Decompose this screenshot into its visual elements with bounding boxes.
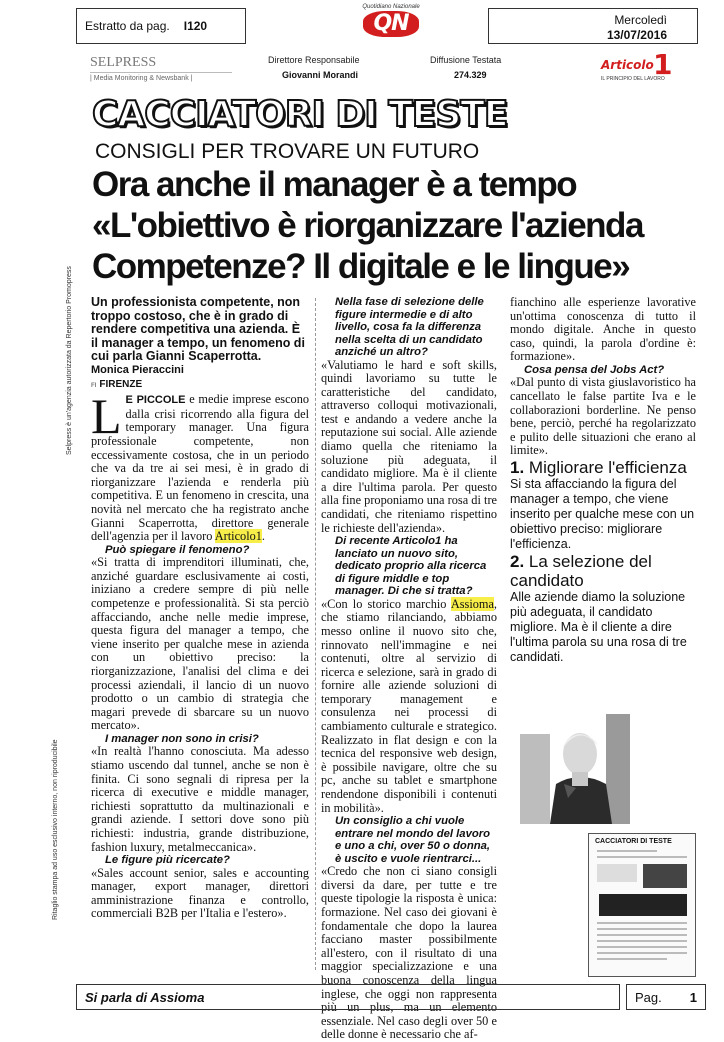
thumb-block bbox=[597, 864, 637, 882]
answer-2: «In realtà l'hanno conosciuta. Ma adesso stiamo uscendo dal tunnel, anche se non è finita. Ci sono segnali di ripresa per la ricerca di executive e middle manager, richiesti soprattutto da multinazionali e grandi aziende. I settori dove sono più richiesti: industria, grande distribuzione, fashion luxury, metalmeccanica». bbox=[91, 744, 309, 854]
extract-label: Estratto da pag. bbox=[85, 19, 170, 33]
thumb-line bbox=[597, 928, 687, 930]
masthead-logo: QN bbox=[363, 11, 418, 37]
client-logo-text: Articolo bbox=[601, 58, 654, 72]
director-name: Giovanni Morandi bbox=[282, 70, 359, 80]
thumb-line bbox=[597, 922, 687, 924]
selpress-sub: | Media Monitoring & Newsbank | bbox=[90, 75, 193, 82]
dateline-place: FIRENZE bbox=[99, 378, 143, 390]
selpress-logo bbox=[90, 55, 232, 82]
column-2 bbox=[321, 296, 497, 1042]
thumb-line bbox=[597, 940, 687, 942]
client-logo-num: 1 bbox=[653, 48, 673, 81]
section-2-text: Alle aziende diamo la soluzione più adeguata, il candidato migliore. Ma è il cliente a dire l'ultima parola su una rosa di tre candidati. bbox=[510, 590, 687, 665]
footer-topic: Si parla di Assioma bbox=[76, 984, 620, 1010]
answer-6: «Credo che non ci siano consigli diversi da dare, per tutte e tre queste tipologie la risposta è unica: formazione. Nel caso dei giovani è fondamentale che dopo la laurea facciano master possibilmente all'estero, con il risultato di una maggior specializzazione e una buona conoscenza della lingua inglese, che oggi non rappresenta più un plus, ma un elemento essenziale. Nel caso degli over 50 e delle donne è necessario che af- bbox=[321, 864, 497, 1042]
paragraph-1 bbox=[91, 388, 309, 544]
date-box bbox=[488, 8, 698, 44]
question-3: Le figure più ricercate? bbox=[105, 854, 230, 867]
thumb-line bbox=[597, 958, 667, 960]
circulation-value: 274.329 bbox=[454, 70, 487, 80]
headline-1: Ora anche il manager è a tempo bbox=[92, 165, 577, 204]
director-block bbox=[268, 53, 360, 83]
footer-page bbox=[626, 984, 706, 1010]
paragraph-1-caps: E PICCOLE bbox=[125, 394, 186, 407]
thumb-line bbox=[597, 850, 657, 852]
thumb-line bbox=[597, 934, 687, 936]
sidebar-note-reproduction: Ritaglio stampa ad uso esclusivo interno, non riproducibile bbox=[52, 739, 59, 920]
thumbnail-title: CACCIATORI DI TESTE bbox=[595, 838, 672, 845]
section-1-heading bbox=[510, 458, 696, 477]
dateline bbox=[91, 378, 309, 394]
answer-5 bbox=[321, 598, 497, 816]
thumb-photo bbox=[643, 864, 687, 888]
manager-photo bbox=[520, 714, 630, 824]
section-2-heading bbox=[510, 552, 696, 590]
answer-7: «Dal punto di vista giuslavoristico ha cancellato le false partite Iva e le collaborazioni borderline. Ne penso bene, perciò, perché ha regolarizzato e pulito delle situazioni che erano al limite». bbox=[510, 375, 696, 458]
day: Mercoledì bbox=[614, 13, 667, 27]
column-1 bbox=[91, 296, 309, 921]
masthead-tagline: Quotidiano Nazionale bbox=[362, 4, 420, 10]
dateline-prefix: FI bbox=[91, 382, 97, 389]
thumb-line bbox=[597, 946, 687, 948]
section-2-num: 2. bbox=[510, 552, 525, 572]
answer-6-continued: fianchino alle esperienze lavorative un'ottima conoscenza di tutto il mondo digitale. Anche in questo caso, quindi, la parola d'ordine è: formazione». bbox=[510, 295, 696, 364]
answer-5-text: , che stiamo rilanciando, abbiamo messo online il nuovo sito che, rinnovato nell'immagine e nei contenuti, oltre al servizio di ricerca e selezione, sarà in grado di fornire alle aziende soluzioni di temporary management e consulenza nei processi di cambiamento culturale e strategico. Realizzato in flat design e con la tecnica del responsive web design, è possibile navigare, oltre che su pc, anche su tablet e smartphone rendendone disponibili i contenuti in mobilità». bbox=[321, 596, 497, 815]
question-7: Cosa pensa del Jobs Act? bbox=[524, 363, 665, 376]
question-1: Può spiegare il fenomeno? bbox=[105, 543, 250, 556]
headline-2: «L'obiettivo è riorganizzare l'azienda bbox=[92, 206, 643, 245]
column-3 bbox=[510, 296, 696, 665]
footer-page-num: 1 bbox=[689, 989, 697, 1005]
section-1-num: 1. bbox=[510, 458, 525, 478]
question-6: Un consiglio a chi vuole entrare nel mondo del lavoro e uno a chi, over 50 o donna, è uscito e vuole rientrarci... bbox=[335, 815, 491, 865]
author: Monica Pieraccini bbox=[91, 363, 184, 376]
thumb-headline-block bbox=[599, 894, 687, 916]
dropcap: L bbox=[91, 388, 122, 445]
circulation-block bbox=[430, 53, 501, 83]
circulation-label: Diffusione Testata bbox=[430, 55, 502, 65]
answer-4: «Valutiamo le hard e soft skills, quindi lavoriamo su tutte le caratteristiche del candidato, attraverso colloqui motivazionali, test e andando a vedere anche la reputazione sui social. Alle aziende diamo quella che riteniamo la soluzione più adeguata, il candidato migliore. Ma è il cliente a dire l'ultima parola. Per questo alla fine proponiamo una rosa di tre candidati, che riteniamo rispettino le richieste dell'azienda». bbox=[321, 357, 497, 535]
paragraph-1-end: . bbox=[261, 529, 265, 544]
thumb-line bbox=[597, 856, 687, 858]
sidebar-note-agency: Selpress è un'agenzia autorizzata da Repertorio Promopress bbox=[66, 266, 73, 455]
masthead bbox=[336, 4, 446, 37]
section-2-title: La selezione del candidato bbox=[510, 552, 652, 591]
extract-box bbox=[76, 8, 246, 44]
highlight-articolo1: Articolo1 bbox=[214, 529, 262, 544]
column-divider bbox=[315, 298, 316, 970]
answer-1: «Si tratta di imprenditori illuminati, che, anziché guardare esclusivamente ai costi, iniziano a credere sempre di più nelle competenze e professionalità. Si sta perciò affacciando, anche nelle medie imprese, questa figura del manager a tempo, che viene inserito per qualche mese in azienda con un obiettivo preciso: la riorganizzazione, l'analisi del clima e dei processi aziendali, il lancio di un nuovo prodotto o un cambio di strategia che magari prevede di sbarcare su un nuovo mercato». bbox=[91, 555, 309, 733]
director-label: Direttore Responsabile bbox=[268, 55, 360, 65]
answer-5-start: «Con lo storico marchio bbox=[321, 596, 451, 611]
page-thumbnail bbox=[588, 833, 696, 977]
subkicker: CONSIGLI PER TROVARE UN FUTURO bbox=[95, 140, 480, 163]
answer-3: «Sales account senior, sales e accounting manager, export manager, direttori amministrazione finanza e controllo, commerciali B2B per l'Italia e l'estero». bbox=[91, 865, 309, 921]
highlight-assioma: Assioma bbox=[450, 596, 494, 611]
question-2: I manager non sono in crisi? bbox=[105, 732, 259, 745]
client-logo bbox=[601, 50, 697, 86]
footer-page-label: Pag. bbox=[635, 989, 662, 1005]
selpress-title: SELPRESS bbox=[90, 55, 232, 73]
client-logo-tag: IL PRINCIPIO DEL LAVORO bbox=[601, 76, 665, 82]
extract-page: I120 bbox=[183, 19, 208, 33]
date: 13/07/2016 bbox=[606, 28, 667, 42]
lead-paragraph: Un professionista competente, non troppo costoso, che è in grado di rendere competitiva una azienda. È il manager a tempo, un fenomeno di cui parla Gianni Scaperrotta. bbox=[91, 295, 305, 364]
section-1-text: Si sta affacciando la figura del manager a tempo, che viene inserito per qualche mese con un obiettivo preciso: migliorare l'efficienza. bbox=[510, 477, 695, 552]
headline-3: Competenze? Il digitale e le lingue» bbox=[92, 247, 630, 286]
question-4: Nella fase di selezione delle figure intermedie e di alto livello, cosa fa la differenza nella scelta di un candidato anziché un altro? bbox=[335, 296, 484, 358]
question-5: Di recente Articolo1 ha lanciato un nuovo sito, dedicato proprio alla ricerca di figure middle e top manager. Di che si tratta? bbox=[335, 535, 487, 598]
section-1-title: Migliorare l'efficienza bbox=[528, 458, 687, 478]
paragraph-1-text: e medie imprese escono dalla crisi ricorrendo alla figura del temporary manager. Una figura professionale competente, non eccessivamente costosa, che in un periodo che va da tre ai sei mesi, è in grado di riorganizzare l'azienda e renderla più competitiva. E un fenomeno in crescita, una novità nel mercato che ha registrato anche Gianni Scaperrotta, direttore generale dell'agenzia per il lavoro bbox=[91, 392, 309, 544]
thumb-line bbox=[597, 952, 687, 954]
kicker: CACCIATORI DI TESTE bbox=[92, 94, 508, 135]
